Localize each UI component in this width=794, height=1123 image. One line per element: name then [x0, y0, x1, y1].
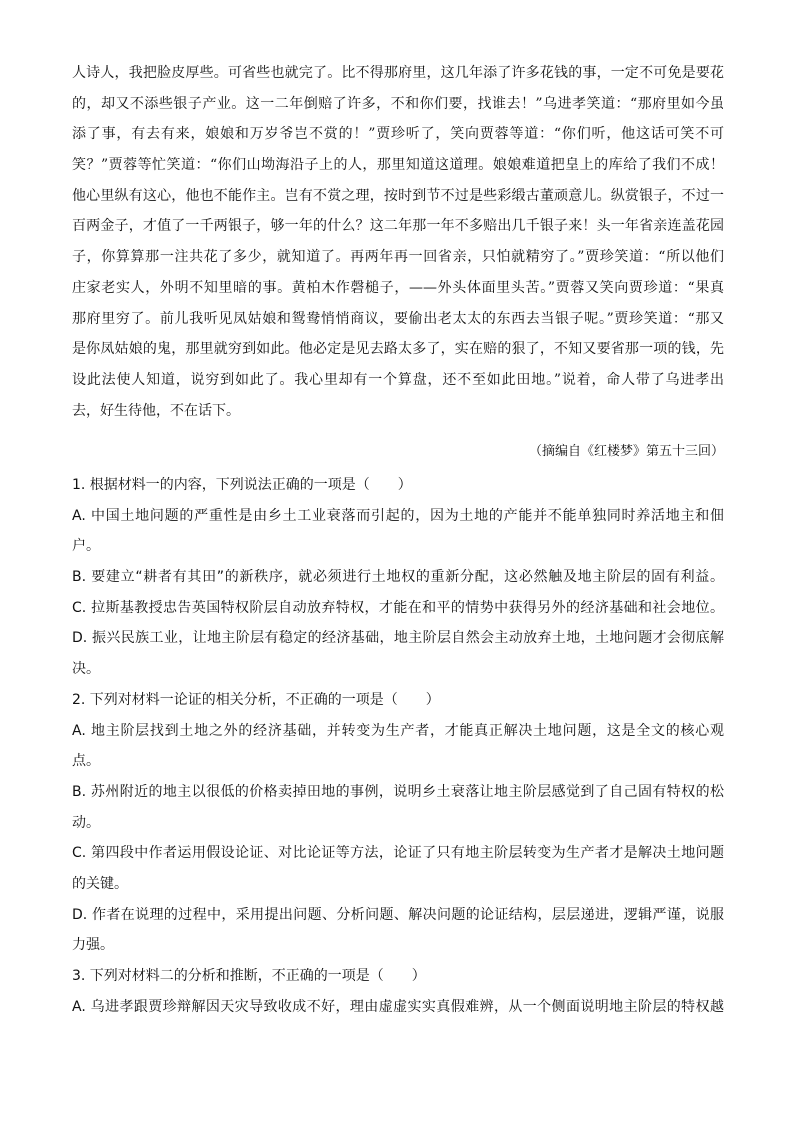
option-line: 力强。 — [72, 937, 114, 954]
passage-block — [72, 58, 724, 426]
option-line: 动。 — [72, 814, 100, 831]
option-line: 的关键。 — [72, 875, 128, 892]
option-line: A. 中国土地问题的严重性是由乡土工业衰落而引起的，因为土地的产能并不能单独同时养活地主和佃 — [72, 507, 724, 524]
passage-line: 百两金子，才值了一千两银子，够一年的什么？这二年那一年不多赔出几千银子来！头一年省亲连盖花园 — [72, 218, 724, 235]
passage-line: 去，好生待他，不在话下。 — [72, 402, 240, 419]
question-stem: 3. 下列对材料二的分析和推断，不正确的一项是（ ） — [72, 968, 426, 984]
passage-line: 人诗人，我把脸皮厚些。可省些也就完了。比不得那府里，这几年添了许多花钱的事，一定不可免是要花 — [72, 65, 724, 81]
passage-line: 他心里纵有这心，他也不能作主。岂有不赏之理，按时到节不过是些彩缎古董顽意儿。纵赏银子，不过一 — [72, 187, 724, 204]
option-line: 决。 — [72, 661, 100, 678]
passage-line: 那府里穷了。前儿我听见凤姑娘和鸳鸯悄悄商议，要偷出老太太的东西去当银子呢。”贾珍笑道：“那又 — [72, 310, 724, 327]
option-line: 点。 — [72, 753, 100, 770]
passage-line: 笑？”贾蓉等忙笑道：“你们山坳海沿子上的人，那里知道这道理。娘娘难道把皇上的库给了我们不成！ — [72, 157, 724, 174]
option-line: D. 振兴民族工业，让地主阶层有稳定的经济基础，地主阶层自然会主动放弃土地，土地问题才会彻底解 — [72, 630, 724, 647]
passage-line: 的，却又不添些银子产业。这一二年倒赔了许多，不和你们要，找谁去！”乌进孝笑道：“那府里如今虽 — [72, 95, 724, 112]
option-line: D. 作者在说理的过程中，采用提出问题、分析问题、解决问题的论证结构，层层递进，逻辑严谨，说服 — [72, 906, 724, 923]
option-line: C. 拉斯基教授忠告英国特权阶层自动放弃特权，才能在和平的情势中获得另外的经济基础和社会地位。 — [72, 599, 724, 616]
question-stem: 2. 下列对材料一论证的相关分析，不正确的一项是（ ） — [72, 691, 440, 708]
passage-line: 子，你算算那一注共花了多少，就知道了。再两年再一回省亲，只怕就精穷了。”贾珍笑道：“所以他们 — [72, 249, 724, 266]
option-line: A. 地主阶层找到土地之外的经济基础，并转变为生产者，才能真正解决土地问题，这是全文的核心观 — [72, 722, 724, 739]
option-line: 户。 — [72, 538, 100, 555]
passage-line: 庄家老实人，外明不知里暗的事。黄柏木作磬槌子，——外头体面里头苦。”贾蓉又笑向贾珍道：“果真 — [72, 279, 724, 296]
passage-source: （摘编自《红楼梦》第五十三回） — [528, 444, 724, 459]
option-line: B. 要建立“耕者有其田”的新秩序，就必须进行土地权的重新分配，这必然触及地主阶层的固有利益。 — [72, 569, 724, 586]
passage-line: 添了事，有去有来，娘娘和万岁爷岂不赏的！”贾珍听了，笑向贾蓉等道：“你们听，他这话可笑不可 — [72, 126, 724, 143]
passage-line: 设此法使人知道，说穷到如此了。我心里却有一个算盘，还不至如此田地。”说着，命人带了乌进孝出 — [72, 371, 724, 388]
option-line: A. 乌进孝跟贾珍辩解因天灾导致收成不好，理由虚虚实实真假难辨，从一个侧面说明地主阶层的特权越 — [72, 998, 724, 1015]
option-line: B. 苏州附近的地主以很低的价格卖掉田地的事例，说明乡土衰落让地主阶层感觉到了自己固有特权的松 — [72, 783, 724, 800]
passage-line: 是你凤姑娘的鬼，那里就穷到如此。他必定是见去路太多了，实在赔的狠了，不知又要省那一项的钱，先 — [72, 341, 724, 358]
option-line: C. 第四段中作者运用假设论证、对比论证等方法，论证了只有地主阶层转变为生产者才是解决土地问题 — [72, 845, 724, 862]
question-stem: 1. 根据材料一的内容，下列说法正确的一项是（ ） — [72, 477, 412, 493]
questions-block — [72, 470, 724, 1022]
